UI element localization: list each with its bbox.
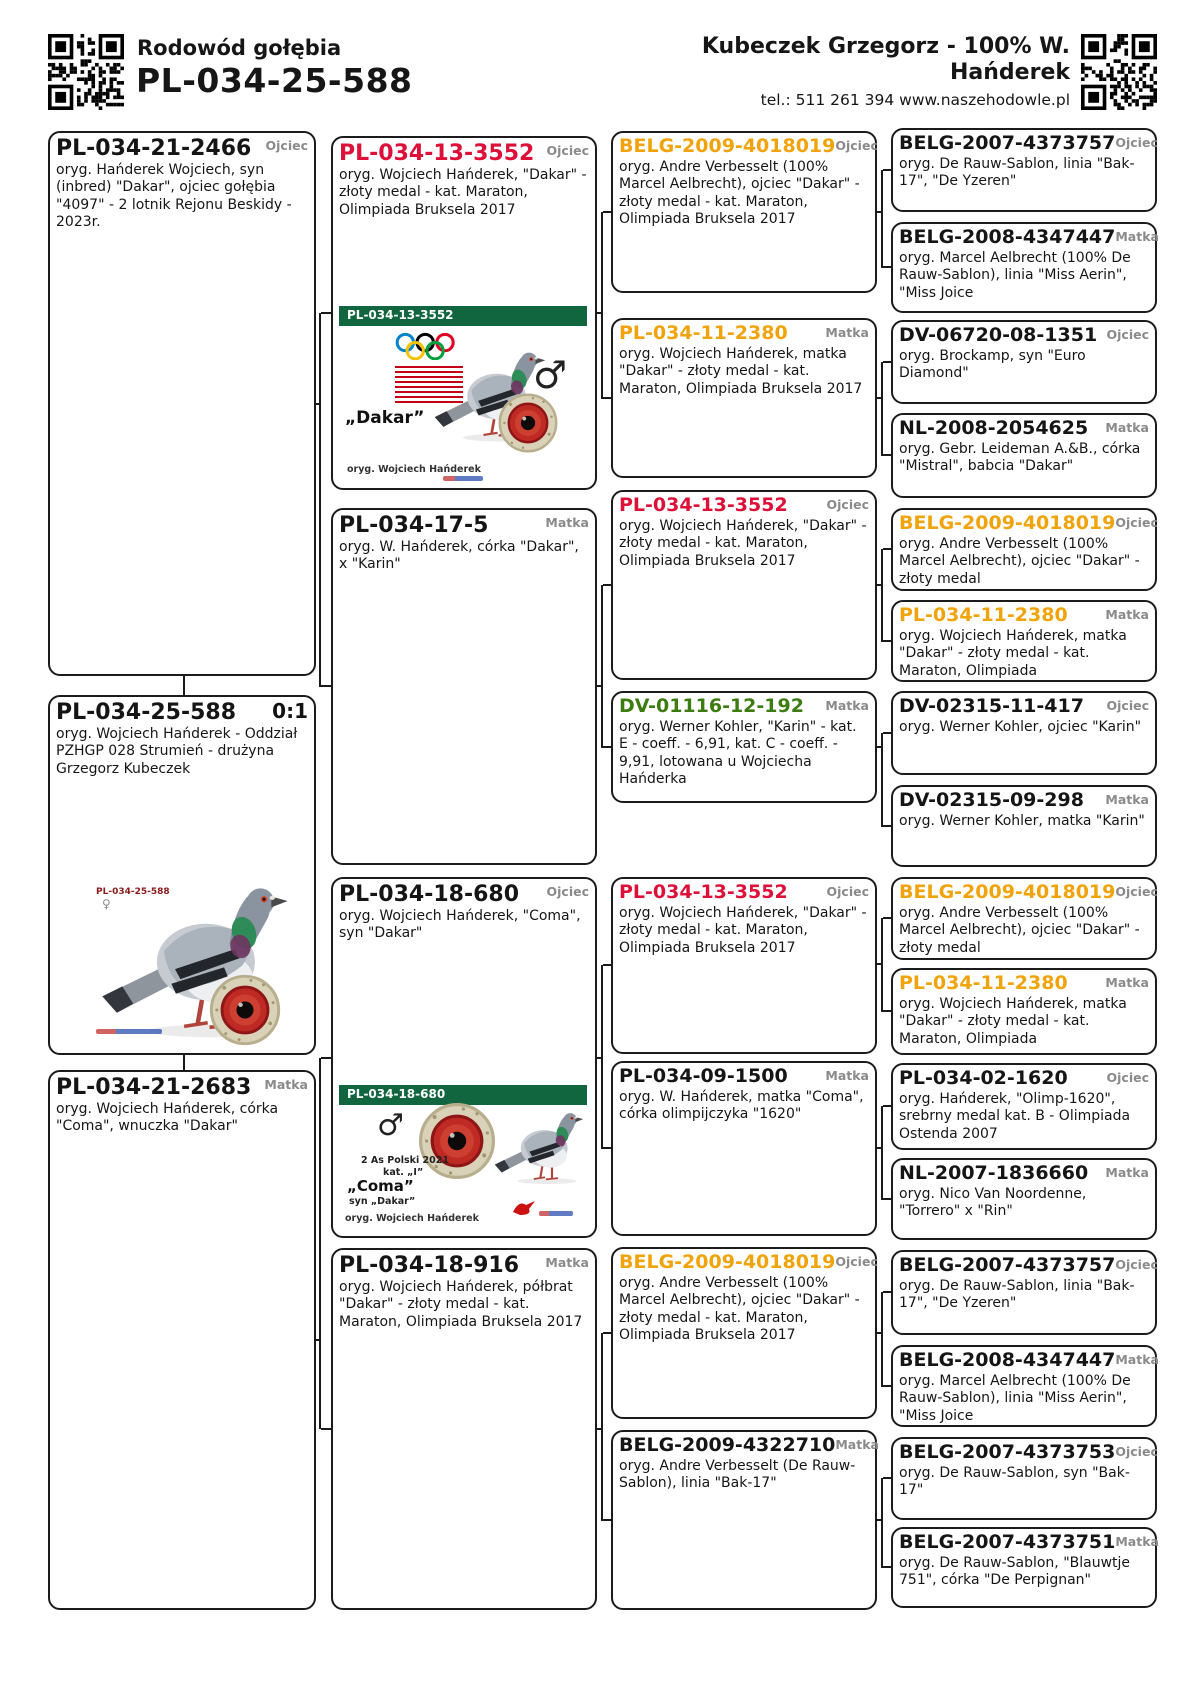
ring-number: PL-034-21-2683 [56,1075,252,1100]
connector-line [601,212,603,399]
pedigree-box-c4b4 [891,413,1157,498]
mother-tag: Matka [1105,792,1149,807]
mother-tag: Matka [825,698,869,713]
ring-number: NL-2007-1836660 [899,1162,1089,1184]
male-symbol: ♂ [533,353,568,397]
pedigree-box-c3b5 [611,877,877,1054]
pigeon-photo [487,1095,591,1191]
pedigree-box-c1b3 [48,1070,316,1610]
connector-line [881,1106,883,1200]
ring-number: BELG-2007-4373757 [899,1254,1116,1276]
father-tag: Ojciec [1106,1070,1149,1085]
ring-number: PL-034-13-3552 [619,494,788,516]
pigeon-description: oryg. Wojciech Hańderek, "Dakar" - złoty medal - kat. Maraton, Olimpiada Bruksela 2017 [619,517,867,569]
card-watermark [539,1211,573,1216]
mother-tag: Matka [835,1437,879,1452]
mother-tag: Matka [825,325,869,340]
ring-number: PL-034-11-2380 [619,322,788,344]
father-tag: Ojciec [1115,135,1158,150]
father-tag: Ojciec [265,138,308,153]
pigeon-description: oryg. Andre Verbesselt (De Rauw-Sablon), linia "Bak-17" [619,1457,856,1492]
pigeon-description: oryg. Andre Verbesselt (100% Marcel Aelbrecht), ojciec "Dakar" - złoty medal [899,904,1140,956]
ring-number: PL-034-21-2466 [56,136,252,161]
connector-line [603,964,612,966]
pigeon-description: oryg. Werner Kohler, ojciec "Karin" [899,718,1142,735]
photo-watermark [96,1029,162,1034]
owner-name-line2: Hańderek [950,59,1070,85]
pedigree-box-c2b3 [331,877,597,1238]
mother-tag: Matka [1105,975,1149,990]
connector-line [875,746,882,748]
father-tag: Ojciec [546,884,589,899]
connector-line [881,918,883,1012]
connector-line [183,1055,185,1070]
ring-number: PL-034-13-3552 [339,141,535,166]
ring-number: BELG-2009-4322710 [619,1434,836,1456]
father-tag: Ojciec [1106,698,1149,713]
mother-tag: Matka [545,1255,589,1270]
connector-line [883,1198,892,1200]
pedigree-box-c4b7 [891,691,1157,775]
connector-line [883,1566,892,1568]
subject-pigeon-photo [58,847,308,1052]
pigeon-description: oryg. Wojciech Hańderek, półbrat "Dakar" - złoty medal - kat. Maraton, Olimpiada Bruksela 2017 [339,1279,583,1330]
card-award-line2: kat. „I” [383,1167,424,1178]
pedigree-box-c4b11 [891,1063,1157,1150]
connector-line [883,732,892,734]
ring-number: BELG-2007-4373751 [899,1531,1116,1553]
pedigree-box-c1b2-subject [48,695,316,1055]
qr-code-right [1081,34,1157,110]
pedigree-box-c3b4 [611,691,877,803]
pedigree-box-c3b7 [611,1247,877,1419]
ring-number: PL-034-11-2380 [899,972,1068,994]
pedigree-box-c4b9 [891,877,1157,960]
card-lineage-line: syn „Dakar” [349,1196,416,1207]
score-tag: 0:1 [272,699,308,723]
connector-line [883,169,892,171]
card-ring-banner: PL-034-13-3552 [339,306,587,326]
pigeon-name: „Dakar” [345,408,425,428]
connector-line [883,361,892,363]
mother-tag: Matka [545,515,589,530]
pigeon-description: oryg. Wojciech Hańderek, matka "Dakar" - złoty medal - kat. Maraton, Olimpiada [899,627,1127,679]
pigeon-description: oryg. Hańderek, "Olimp-1620", srebrny medal kat. B - Olimpiada Ostenda 2007 [899,1090,1131,1142]
connector-line [881,362,883,456]
pedigree-box-c4b12 [891,1158,1157,1240]
father-tag: Ojciec [826,497,869,512]
pedigree-box-c4b14 [891,1345,1157,1427]
mother-tag: Matka [1115,1534,1159,1549]
pigeon-description: oryg. Wojciech Hańderek, "Coma", syn "Dakar" [339,908,581,942]
pigeon-description: oryg. W. Hańderek, matka "Coma", córka olimpijczyka "1620" [619,1088,864,1123]
pigeon-description: oryg. De Rauw-Sablon, "Blauwtje 751", córka "De Perpignan" [899,1554,1131,1589]
photo-ring-label: PL-034-25-588 [96,887,170,897]
connector-line [595,312,602,314]
pigeon-description: oryg. Andre Verbesselt (100% Marcel Aelbrecht), ojciec "Dakar" - złoty medal - kat. Maraton, Olimpiada Bruksela 2017 [619,158,860,228]
connector-line [321,1428,332,1430]
pigeon-description: oryg. De Rauw-Sablon, linia "Bak-17", "De Yzeren" [899,1277,1135,1312]
ring-number: BELG-2009-4018019 [899,881,1116,903]
mother-tag: Matka [264,1077,308,1092]
ring-number: PL-034-18-680 [339,882,519,907]
pedigree-box-c2b1 [331,136,597,490]
red-bird-logo-icon [511,1199,537,1217]
connector-line [314,1339,320,1341]
mother-tag: Matka [1105,607,1149,622]
mother-tag: Matka [825,1068,869,1083]
father-tag: Ojciec [835,138,878,153]
ring-number: DV-02315-09-298 [899,789,1084,811]
pigeon-description: oryg. Nico Van Noordenne, "Torrero" x "Rin" [899,1185,1087,1220]
connector-line [321,1057,332,1059]
pedigree-box-c3b8 [611,1430,877,1610]
ring-number: PL-034-17-5 [339,513,489,538]
owner-block [560,34,1070,109]
ring-number: NL-2008-2054625 [899,417,1089,439]
pigeon-eye-photo [208,973,282,1047]
connector-line [881,1478,883,1568]
connector-line [883,1291,892,1293]
pigeon-description: oryg. Marcel Aelbrecht (100% De Rauw-Sablon), linia "Miss Aerin", "Miss Joice [899,1372,1131,1424]
connector-line [883,640,892,642]
pigeon-name: „Coma” [347,1177,414,1195]
mother-tag: Matka [1105,1165,1149,1180]
connector-line [319,313,321,687]
connector-line [321,312,332,314]
connector-line [603,1332,612,1334]
pedigree-box-c4b3 [891,320,1157,404]
father-tag: Ojciec [826,884,869,899]
ring-number: BELG-2008-4347447 [899,1349,1116,1371]
connector-line [883,1105,892,1107]
owner-name-line1: Kubeczek Grzegorz - 100% W. [701,34,1070,59]
pigeon-description: oryg. De Rauw-Sablon, linia "Bak-17", "De Yzeren" [899,155,1135,190]
mother-tag: Matka [1105,420,1149,435]
pigeon-description: oryg. Wojciech Hańderek, "Dakar" - złoty medal - kat. Maraton, Olimpiada Bruksela 2017 [339,167,587,218]
pedigree-box-c2b4 [331,1248,597,1610]
pedigree-box-c4b2 [891,222,1157,313]
ring-number: PL-034-18-916 [339,1253,519,1278]
connector-line [875,963,882,965]
card-watermark [443,476,483,481]
pedigree-box-c4b15 [891,1437,1157,1520]
pedigree-box-c3b1 [611,131,877,293]
document-ring-number: PL-034-25-588 [136,61,413,100]
connector-line [601,1333,603,1521]
pedigree-box-c4b13 [891,1250,1157,1335]
connector-line [881,170,883,268]
connector-line [595,685,602,687]
pigeon-description: oryg. Brockamp, syn "Euro Diamond" [899,347,1086,382]
pedigree-box-c4b1 [891,128,1157,212]
ring-number: DV-06720-08-1351 [899,324,1098,346]
connector-line [595,1057,602,1059]
pedigree-box-c4b6 [891,600,1157,682]
connector-line [595,1428,602,1430]
pigeon-photo-card-dakar [339,306,587,486]
ring-number: PL-034-02-1620 [899,1067,1068,1089]
connector-line [603,584,612,586]
connector-line [883,266,892,268]
ring-number: BELG-2007-4373753 [899,1441,1116,1463]
pigeon-description: oryg. Andre Verbesselt (100% Marcel Aelbrecht), ojciec "Dakar" - złoty medal [899,535,1140,587]
connector-line [883,454,892,456]
connector-line [883,917,892,919]
pigeon-description: oryg. Wojciech Hańderek, "Dakar" - złoty medal - kat. Maraton, Olimpiada Bruksela 2017 [619,904,867,956]
card-caption: oryg. Wojciech Hańderek [347,464,481,475]
connector-line [875,397,882,399]
pedigree-box-c3b3 [611,490,877,680]
qr-code-left [48,34,124,110]
pigeon-description: oryg. Gebr. Leideman A.&B., córka "Mistral", babcia "Dakar" [899,440,1141,475]
mother-tag: Matka [1115,229,1159,244]
pedigree-box-c1b1 [48,131,316,676]
pedigree-box-c4b10 [891,968,1157,1055]
connector-line [875,1519,882,1521]
ring-number: BELG-2008-4347447 [899,226,1116,248]
connector-line [883,825,892,827]
pigeon-description: oryg. Werner Kohler, "Karin" - kat. E - coeff. - 6,91, kat. C - coeff. - 9,91, lotowana u Wojciecha Hańderka [619,718,857,788]
ring-number: BELG-2007-4373757 [899,132,1116,154]
pedigree-box-c3b2 [611,318,877,478]
pedigree-box-c4b16 [891,1527,1157,1608]
pigeon-description: oryg. Werner Kohler, matka "Karin" [899,812,1145,829]
pigeon-description: oryg. Wojciech Hańderek, matka "Dakar" - złoty medal - kat. Maraton, Olimpiada [899,995,1127,1047]
ring-number: BELG-2009-4018019 [619,135,836,157]
female-symbol: ♀ [102,897,111,911]
ring-number: PL-034-09-1500 [619,1065,788,1087]
father-tag: Ojciec [1115,884,1158,899]
ring-number: PL-034-25-588 [56,700,236,725]
connector-line [883,1385,892,1387]
pigeon-description: oryg. W. Hańderek, córka "Dakar", x "Karin" [339,539,579,573]
connector-line [321,685,332,687]
pedigree-box-c4b5 [891,508,1157,591]
ring-number: BELG-2009-4018019 [899,512,1116,534]
connector-line [603,746,612,748]
pigeon-description: oryg. Wojciech Hańderek, córka "Coma", wnuczka "Dakar" [56,1101,279,1135]
ring-number: PL-034-11-2380 [899,604,1068,626]
pedigree-box-c4b8 [891,785,1157,867]
father-tag: Ojciec [1115,1444,1158,1459]
connector-line [314,403,320,405]
ring-number: DV-02315-11-417 [899,695,1084,717]
ring-number: DV-01116-12-192 [619,695,804,717]
father-tag: Ojciec [546,143,589,158]
card-award-line1: 2 As Polski 2021 [361,1155,449,1166]
connector-line [875,584,882,586]
connector-line [603,1147,612,1149]
pigeon-eye-photo [497,392,559,454]
pigeon-description: oryg. De Rauw-Sablon, syn "Bak-17" [899,1464,1130,1499]
pigeon-photo-card-coma [339,1085,587,1235]
mother-tag: Matka [1115,1352,1159,1367]
connector-line [875,1147,882,1149]
card-caption: oryg. Wojciech Hańderek [345,1213,479,1224]
connector-line [881,549,883,642]
connector-line [603,397,612,399]
connector-line [881,1292,883,1387]
connector-line [883,1477,892,1479]
connector-line [875,211,882,213]
ring-number: PL-034-13-3552 [619,881,788,903]
pedigree-box-c3b6 [611,1061,877,1236]
pigeon-eye-photo [417,1101,497,1181]
father-tag: Ojciec [1115,1257,1158,1272]
father-tag: Ojciec [1106,327,1149,342]
connector-line [875,1332,882,1334]
pigeon-description: oryg. Wojciech Hańderek - Oddział PZHGP 028 Strumień - drużyna Grzegorz Kubeczek [56,726,298,777]
pigeon-description: oryg. Wojciech Hańderek, matka "Dakar" - złoty medal - kat. Maraton, Olimpiada Bruksela 2017 [619,345,863,397]
ring-number: BELG-2009-4018019 [619,1251,836,1273]
card-ring-banner: PL-034-18-680 [339,1085,587,1105]
connector-line [603,211,612,213]
pigeon-description: oryg. Andre Verbesselt (100% Marcel Aelbrecht), ojciec "Dakar" - złoty medal - kat. Maraton, Olimpiada Bruksela 2017 [619,1274,860,1344]
father-tag: Ojciec [1115,515,1158,530]
male-symbol: ♂ [377,1108,404,1143]
connector-line [603,1519,612,1521]
contact-line: tel.: 511 261 394 www.naszehodowle.pl [760,90,1070,109]
connector-line [601,585,603,748]
document-title: Rodowód gołębia [137,36,342,60]
pigeon-description: oryg. Hańderek Wojciech, syn (inbred) "Dakar", ojciec gołębia "4097" - 2 lotnik Rejonu Beskidy - 2023r. [56,162,292,231]
pedigree-box-c2b2 [331,508,597,865]
connector-line [883,1010,892,1012]
pigeon-description: oryg. Marcel Aelbrecht (100% De Rauw-Sablon), linia "Miss Aerin", "Miss Joice [899,249,1131,301]
connector-line [319,1058,321,1429]
connector-line [883,548,892,550]
father-tag: Ojciec [835,1254,878,1269]
connector-line [183,676,185,695]
